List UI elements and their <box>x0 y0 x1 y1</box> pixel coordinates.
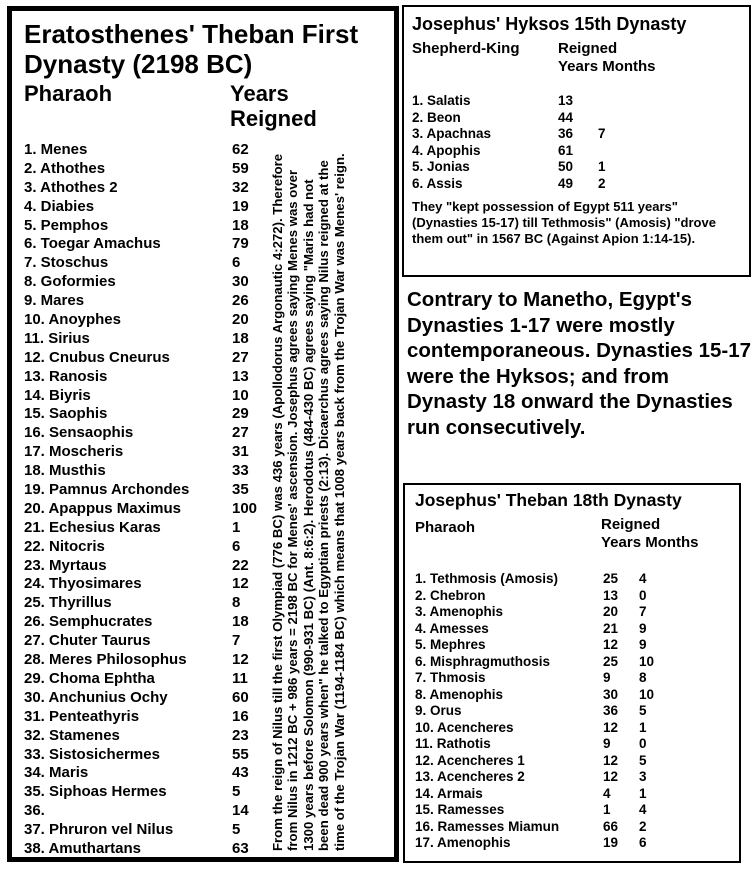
row-name: 3. Athothes 2 <box>24 178 118 196</box>
table-row <box>24 198 274 217</box>
column-header-reigned: Reigned Years Months <box>558 40 656 75</box>
row-name: 6. Assis <box>412 175 463 191</box>
row-years: 36 <box>558 126 574 141</box>
row-years: 62 <box>232 141 249 158</box>
row-years: 100 <box>232 499 258 517</box>
row-months: 7 <box>639 604 647 619</box>
table-row <box>24 708 274 727</box>
table-row <box>24 368 274 387</box>
table-row <box>24 387 274 406</box>
panel-title: Josephus' Hyksos 15th Dynasty <box>412 14 687 34</box>
row-months: 1 <box>598 159 606 174</box>
row-years: 35 <box>232 481 249 499</box>
row-name: 28. Meres Philosophus <box>24 651 187 669</box>
table-row <box>415 736 695 753</box>
row-name: 18. Musthis <box>24 462 106 480</box>
table-row <box>415 819 695 836</box>
table-row <box>24 311 274 330</box>
row-years: 16 <box>232 707 249 725</box>
row-years: 12 <box>603 752 619 768</box>
row-years: 23 <box>232 726 249 744</box>
row-name: 36. <box>24 802 45 820</box>
row-name: 16. Ramesses Miamun <box>415 818 560 834</box>
row-name: 38. Amuthartans <box>24 839 141 857</box>
row-years: 13 <box>232 367 249 385</box>
table-row <box>24 292 274 311</box>
row-years: 44 <box>558 109 574 125</box>
row-name: 10. Acencheres <box>415 719 514 735</box>
table-row <box>24 424 274 443</box>
row-years: 25 <box>603 571 619 586</box>
row-months: 10 <box>639 686 655 702</box>
row-months: 5 <box>639 752 647 768</box>
row-name: 19. Pamnus Archondes <box>24 481 190 499</box>
row-name: 33. Sistosichermes <box>24 745 160 763</box>
row-years: 13 <box>603 587 619 603</box>
row-name: 7. Thmosis <box>415 670 486 685</box>
table-row <box>24 500 274 519</box>
row-name: 16. Sensaophis <box>24 424 134 442</box>
row-name: 23. Myrtaus <box>24 556 107 574</box>
row-months: 1 <box>639 719 647 735</box>
row-years: 1 <box>603 802 611 817</box>
table-row <box>24 179 274 198</box>
row-name: 37. Phruron vel Nilus <box>24 821 174 839</box>
table-row <box>24 689 274 708</box>
table-row <box>24 538 274 557</box>
row-name: 9. Mares <box>24 292 85 310</box>
panel-title: Eratosthenes' Theban First Dynasty (2198 BC) <box>24 19 359 79</box>
row-years: 10 <box>232 386 249 404</box>
row-name: 20. Apappus Maximus <box>24 499 181 517</box>
row-years: 11 <box>232 669 248 687</box>
table-row <box>24 802 274 821</box>
column-header-name: Shepherd-King <box>412 40 520 57</box>
row-name: 29. Choma Ephtha <box>24 669 155 687</box>
row-name: 15. Ramesses <box>415 802 505 817</box>
table-row <box>415 703 695 720</box>
row-name: 13. Ranosis <box>24 367 108 385</box>
row-years: 8 <box>232 594 241 612</box>
row-name: 1. Tethmosis (Amosis) <box>415 571 559 586</box>
row-name: 2. Beon <box>412 109 461 125</box>
table-row <box>415 769 695 786</box>
row-name: 7. Stoschus <box>24 254 109 272</box>
row-name: 25. Thyrillus <box>24 594 112 612</box>
row-name: 5. Mephres <box>415 637 486 652</box>
table-row <box>412 159 642 176</box>
column-header-pharaoh: Pharaoh <box>24 81 113 106</box>
row-years: 29 <box>232 405 249 423</box>
row-name: 17. Moscheris <box>24 443 124 461</box>
row-name: 35. Siphoas Hermes <box>24 783 167 801</box>
table-row <box>24 405 274 424</box>
row-years: 27 <box>232 348 249 366</box>
middle-statement: Contrary to Manetho, Egypt's Dynasties 1-17 were mostly contemporaneous. Dynasties 15-17 were the Hyksos; and from Dynasty 18 onward the Dynasties run consecutively. <box>407 288 752 439</box>
table-row <box>24 670 274 689</box>
table-row <box>24 141 274 160</box>
row-name: 14. Armais <box>415 785 483 801</box>
row-name: 27. Chuter Taurus <box>24 632 151 650</box>
row-years: 19 <box>232 197 249 215</box>
row-months: 0 <box>639 736 647 751</box>
row-years: 18 <box>232 329 249 347</box>
table-row <box>24 273 274 292</box>
table-row <box>412 93 642 110</box>
table-row <box>24 783 274 802</box>
row-months: 6 <box>639 835 647 850</box>
table-row <box>24 235 274 254</box>
table-row <box>415 571 695 588</box>
table-row <box>415 835 695 852</box>
row-name: 17. Amenophis <box>415 835 511 850</box>
row-name: 5. Pemphos <box>24 216 109 234</box>
row-name: 10. Anoyphes <box>24 311 121 329</box>
table-row <box>24 462 274 481</box>
side-note: From the reign of Nilus till the first Olympiad (776 BC) was 436 years (Apollodorus Argonautic 4:272). Therefore from Nilus in 1212 BC + 986 years = 2198 BC for Menes' ascension. Josephus agrees saying Menes was over 1300 years before Solomon (990-931 BC) (Ant. 8:6:2). Herodotus (484-430 BC) agrees saying "Maris had not been dead 900 years when" he talked to Egyptian priests (2:13). Dicaerchus agrees saying Nilus reigned at the time of the Trojan War (1194-1184 BC) which means that 1008 years back from the Trojan War was Menes' reign. <box>270 153 347 851</box>
row-months: 9 <box>639 637 647 652</box>
row-name: 26. Semphucrates <box>24 613 153 631</box>
table-row <box>24 746 274 765</box>
row-years: 25 <box>603 653 619 669</box>
row-name: 15. Saophis <box>24 405 108 423</box>
row-years: 5 <box>232 821 241 839</box>
table-row <box>24 160 274 179</box>
column-header-pharaoh: Pharaoh <box>415 519 476 536</box>
table-row <box>24 217 274 236</box>
row-years: 43 <box>232 764 249 782</box>
table-row <box>412 110 642 127</box>
row-years: 36 <box>603 703 619 718</box>
table-row <box>24 651 274 670</box>
row-years: 13 <box>558 93 574 108</box>
row-years: 12 <box>603 769 619 784</box>
row-years: 12 <box>232 575 249 593</box>
table-row <box>415 753 695 770</box>
table-row <box>24 821 274 840</box>
row-years: 7 <box>232 632 241 650</box>
row-years: 14 <box>232 802 249 820</box>
row-years: 31 <box>232 443 249 461</box>
row-name: 8. Amenophis <box>415 686 504 702</box>
table-row <box>24 481 274 500</box>
row-years: 21 <box>603 620 619 636</box>
table-row <box>415 637 695 654</box>
table-row <box>24 575 274 594</box>
table-row <box>24 330 274 349</box>
hyksos-note: They "kept possession of Egypt 511 years" (Dynasties 15-17) till Tethmosis" (Amosis) "drove them out" in 1567 BC (Against Apion 1:14-15). <box>412 199 716 246</box>
table-row <box>24 519 274 538</box>
row-years: 33 <box>232 462 249 480</box>
row-name: 32. Stamenes <box>24 726 120 744</box>
row-months: 5 <box>639 703 647 718</box>
table-row <box>24 557 274 576</box>
panel-title: Josephus' Theban 18th Dynasty <box>415 490 682 510</box>
row-months: 10 <box>639 653 655 669</box>
row-name: 12. Cnubus Cneurus <box>24 348 170 366</box>
row-months: 3 <box>639 769 647 784</box>
row-years: 9 <box>603 670 611 685</box>
row-name: 1. Menes <box>24 141 88 158</box>
row-name: 12. Acencheres 1 <box>415 752 525 768</box>
row-years: 30 <box>232 273 249 291</box>
row-name: 2. Chebron <box>415 587 486 603</box>
row-name: 24. Thyosimares <box>24 575 142 593</box>
row-years: 32 <box>232 178 249 196</box>
row-name: 11. Rathotis <box>415 736 491 751</box>
row-name: 3. Amenophis <box>415 604 504 619</box>
row-months: 2 <box>639 818 647 834</box>
row-months: 0 <box>639 587 647 603</box>
table-row <box>24 349 274 368</box>
row-name: 34. Maris <box>24 764 89 782</box>
row-name: 5. Jonias <box>412 159 470 174</box>
row-years: 61 <box>558 142 574 158</box>
table-row <box>415 604 695 621</box>
row-name: 21. Echesius Karas <box>24 518 161 536</box>
row-years: 5 <box>232 783 241 801</box>
table-row <box>24 443 274 462</box>
table-row <box>24 764 274 783</box>
row-years: 12 <box>603 637 619 652</box>
row-years: 66 <box>603 818 619 834</box>
row-name: 3. Apachnas <box>412 126 492 141</box>
row-years: 20 <box>603 604 619 619</box>
theban-first-dynasty-panel <box>7 6 399 862</box>
theban-18th-dynasty-panel <box>403 483 741 863</box>
row-months: 1 <box>639 785 647 801</box>
table-row <box>24 632 274 651</box>
table-row <box>24 594 274 613</box>
row-name: 13. Acencheres 2 <box>415 769 525 784</box>
table-row <box>412 126 642 143</box>
row-years: 6 <box>232 537 241 555</box>
table-row <box>412 143 642 160</box>
column-header-reigned: Reigned Years Months <box>601 516 699 551</box>
table-row <box>415 802 695 819</box>
row-years: 18 <box>232 613 249 631</box>
table-row <box>415 720 695 737</box>
row-years: 79 <box>232 235 249 253</box>
row-years: 30 <box>603 686 619 702</box>
row-years: 22 <box>232 556 249 574</box>
row-name: 4. Diabies <box>24 197 95 215</box>
row-years: 60 <box>232 688 249 706</box>
row-months: 4 <box>639 571 647 586</box>
row-name: 22. Nitocris <box>24 537 105 555</box>
row-years: 1 <box>232 518 241 536</box>
row-years: 20 <box>232 311 249 329</box>
row-name: 4. Amesses <box>415 620 489 636</box>
row-name: 6. Misphragmuthosis <box>415 653 551 669</box>
row-years: 18 <box>232 216 249 234</box>
table-row <box>415 786 695 803</box>
table-row <box>415 654 695 671</box>
table-row <box>415 670 695 687</box>
row-years: 63 <box>232 839 249 857</box>
table-row <box>415 588 695 605</box>
row-years: 26 <box>232 292 249 310</box>
row-name: 31. Penteathyris <box>24 707 140 725</box>
column-header-years: Years Reigned <box>230 81 317 131</box>
row-years: 9 <box>603 736 611 751</box>
row-name: 1. Salatis <box>412 93 471 108</box>
table-row <box>24 727 274 746</box>
row-years: 59 <box>232 159 249 177</box>
row-years: 4 <box>603 785 611 801</box>
table-row <box>24 840 274 859</box>
row-years: 50 <box>558 159 574 174</box>
hyksos-dynasty-panel <box>402 5 751 277</box>
row-name: 4. Apophis <box>412 142 481 158</box>
row-years: 27 <box>232 424 249 442</box>
table-row <box>415 687 695 704</box>
row-months: 7 <box>598 126 606 141</box>
table-row <box>24 613 274 632</box>
row-name: 14. Biyris <box>24 386 91 404</box>
table-row <box>412 176 642 193</box>
row-name: 8. Goformies <box>24 273 116 291</box>
row-name: 9. Orus <box>415 703 462 718</box>
row-months: 2 <box>598 175 606 191</box>
table-row <box>415 621 695 638</box>
shepherd-king-list <box>412 93 642 192</box>
row-name: 30. Anchunius Ochy <box>24 688 168 706</box>
row-years: 55 <box>232 745 249 763</box>
row-name: 6. Toegar Amachus <box>24 235 161 253</box>
pharaoh-list <box>24 141 274 859</box>
row-months: 9 <box>639 620 647 636</box>
table-row <box>24 254 274 273</box>
row-years: 12 <box>232 651 249 669</box>
row-months: 8 <box>639 670 647 685</box>
row-years: 6 <box>232 254 241 272</box>
row-months: 4 <box>639 802 647 817</box>
pharaoh-list <box>415 571 695 852</box>
row-years: 49 <box>558 175 574 191</box>
row-years: 12 <box>603 719 619 735</box>
row-name: 11. Sirius <box>24 329 90 347</box>
row-years: 19 <box>603 835 619 850</box>
row-name: 2. Athothes <box>24 159 106 177</box>
